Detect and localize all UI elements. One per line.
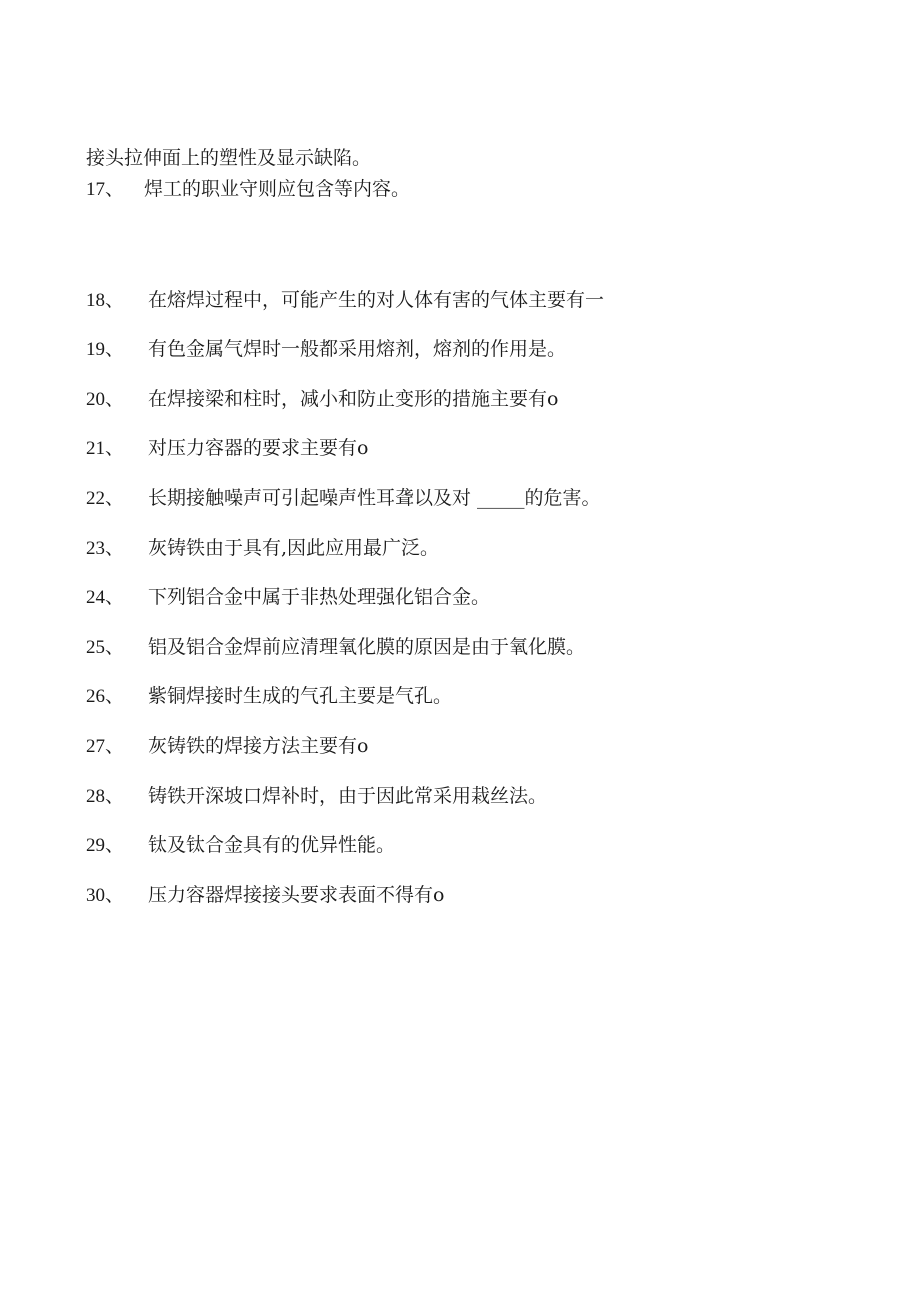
question-28	[86, 784, 547, 809]
question-text: 长期接触噪声可引起噪声性耳聋以及对 _____的危害。	[148, 487, 601, 509]
question-27	[86, 734, 368, 759]
continuation-line	[86, 146, 371, 170]
question-text: 下列铝合金中属于非热处理强化铝合金。	[148, 586, 491, 608]
question-text: 铝及铝合金焊前应清理氧化膜的原因是由于氧化膜。	[148, 636, 586, 658]
question-text: 对压力容器的要求主要有o	[148, 437, 369, 459]
question-text: 有色金属气焊时一般都采用熔剂，熔剂的作用是。	[148, 338, 567, 360]
question-text: 灰铸铁由于具有,因此应用最广泛。	[148, 537, 440, 559]
question-number: 19、	[86, 339, 125, 360]
question-number: 29、	[86, 835, 125, 856]
question-number: 17、	[86, 179, 125, 200]
question-number: 20、	[86, 389, 125, 410]
question-text: 压力容器焊接接头要求表面不得有o	[148, 884, 445, 906]
question-26	[86, 684, 452, 709]
continuation-text: 接头拉伸面上的塑性及显示缺陷。	[86, 147, 372, 169]
question-number: 30、	[86, 885, 125, 906]
question-number: 28、	[86, 786, 125, 807]
question-20	[86, 387, 558, 412]
question-text: 在熔焊过程中，可能产生的对人体有害的气体主要有一	[148, 289, 605, 311]
question-number: 27、	[86, 736, 125, 757]
question-text: 在焊接梁和柱时，减小和防止变形的措施主要有o	[148, 388, 559, 410]
question-number: 23、	[86, 538, 125, 559]
question-19	[86, 337, 566, 362]
question-17	[86, 177, 410, 202]
question-30	[86, 883, 444, 908]
question-29	[86, 833, 395, 858]
question-22	[86, 486, 601, 511]
question-number: 21、	[86, 438, 125, 459]
question-number: 25、	[86, 637, 125, 658]
question-18	[86, 288, 604, 313]
question-number: 22、	[86, 488, 125, 509]
question-text: 紫铜焊接时生成的气孔主要是气孔。	[148, 685, 453, 707]
question-21	[86, 436, 368, 461]
question-24	[86, 585, 490, 610]
question-text: 灰铸铁的焊接方法主要有o	[148, 735, 369, 757]
question-text: 钛及钛合金具有的优异性能。	[148, 834, 396, 856]
question-text: 铸铁开深坡口焊补时，由于因此常采用栽丝法。	[148, 785, 548, 807]
question-number: 18、	[86, 290, 125, 311]
question-number: 26、	[86, 686, 125, 707]
question-text: 焊工的职业守则应包含等内容。	[144, 178, 411, 200]
question-25	[86, 635, 585, 660]
question-23	[86, 536, 439, 561]
question-number: 24、	[86, 587, 125, 608]
